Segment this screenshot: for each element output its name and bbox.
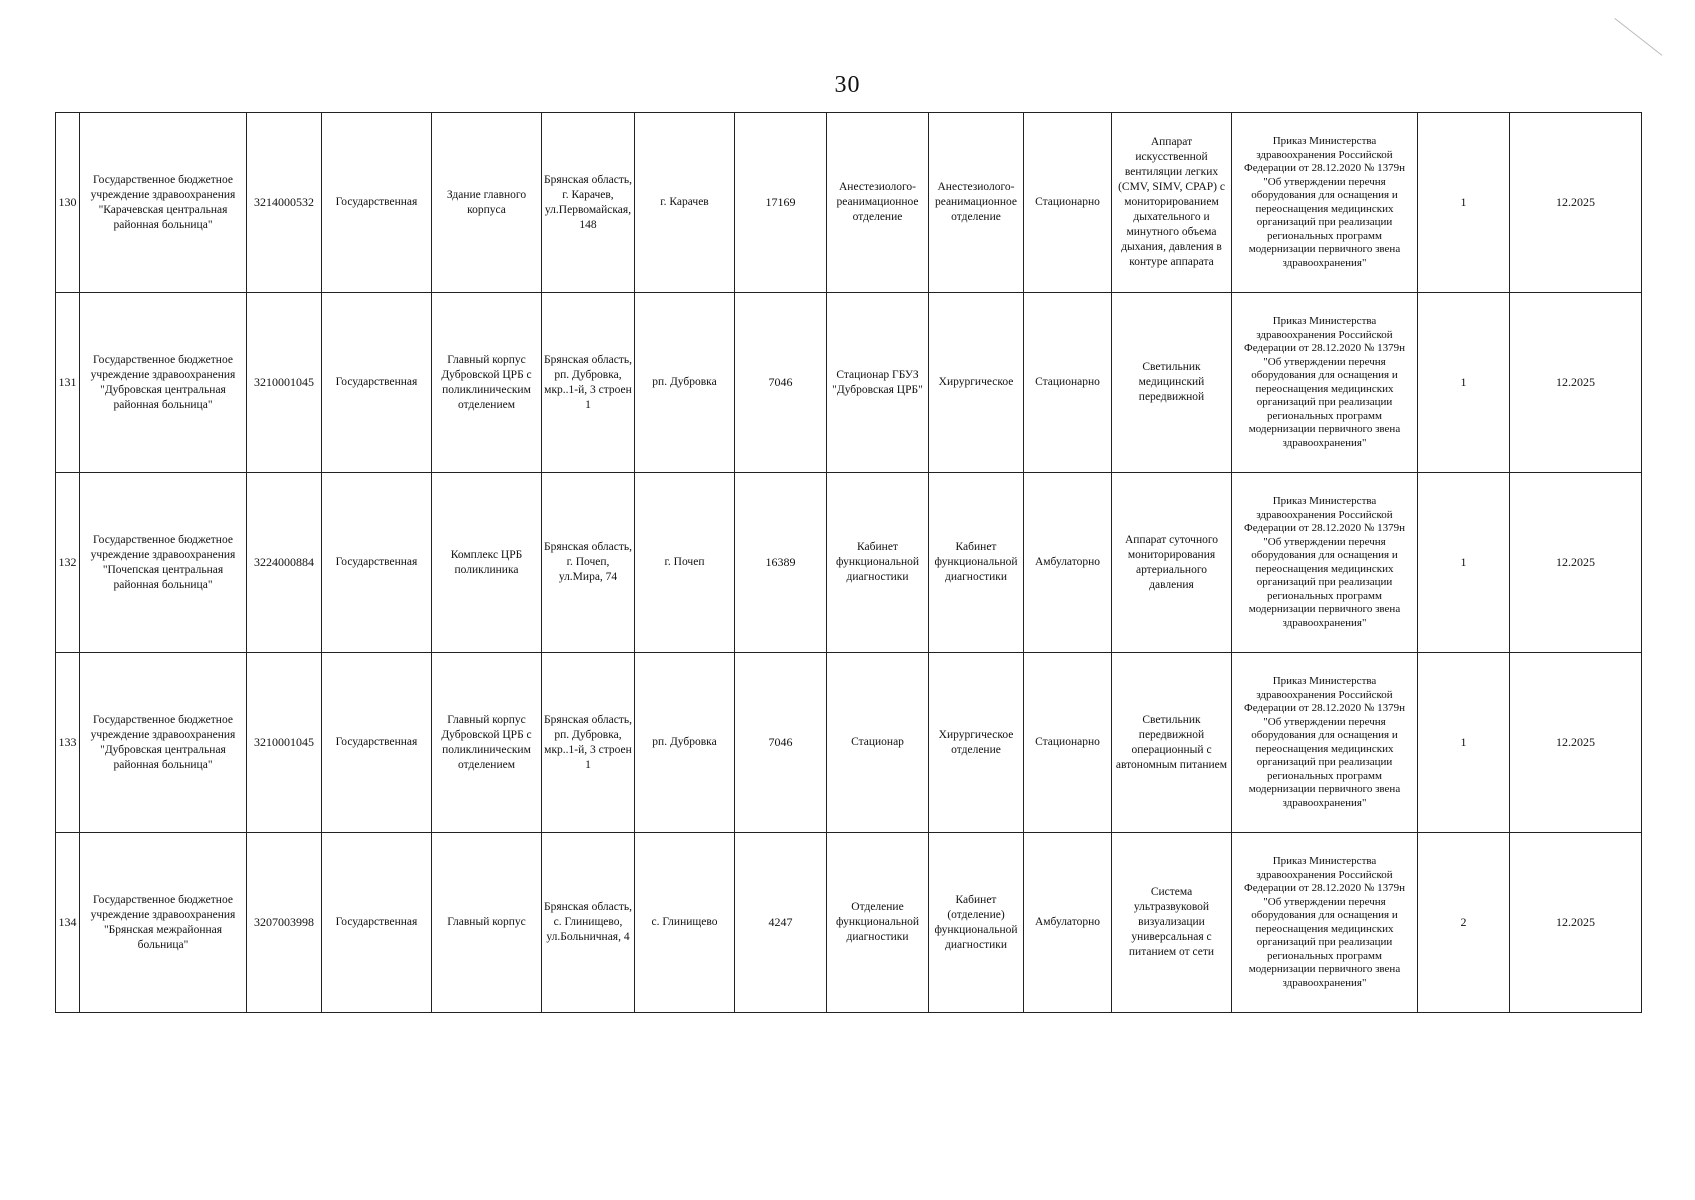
regulatory-order: Приказ Министерства здравоохранения Российской Федерации от 28.12.2020 № 1379н "Об утверждении перечня оборудования для оснащения и переоснащения медицинских организаций при реализации региональных программ модернизации первичного звена здравоохранения" <box>1232 293 1418 473</box>
inn: 3207003998 <box>247 833 322 1013</box>
institution-name: Государственное бюджетное учреждение здравоохранения "Дубровская центральная районная больница" <box>80 653 247 833</box>
locality: г. Карачев <box>635 113 735 293</box>
ownership-form: Государственная <box>322 473 432 653</box>
table-row <box>56 473 1642 653</box>
department: Анестезиолого-реанимационное отделение <box>929 113 1024 293</box>
row-number: 134 <box>56 833 80 1013</box>
deadline: 12.2025 <box>1510 833 1642 1013</box>
ownership-form: Государственная <box>322 293 432 473</box>
population: 7046 <box>735 653 827 833</box>
institution-name: Государственное бюджетное учреждение здравоохранения "Карачевская центральная районная больница" <box>80 113 247 293</box>
row-number: 131 <box>56 293 80 473</box>
equipment-name: Система ультразвуковой визуализации универсальная с питанием от сети <box>1112 833 1232 1013</box>
department: Кабинет (отделение) функциональной диагностики <box>929 833 1024 1013</box>
row-number: 130 <box>56 113 80 293</box>
population: 17169 <box>735 113 827 293</box>
deadline: 12.2025 <box>1510 113 1642 293</box>
equipment-name: Аппарат суточного мониторирования артериального давления <box>1112 473 1232 653</box>
table-row <box>56 833 1642 1013</box>
locality: рп. Дубровка <box>635 653 735 833</box>
quantity: 1 <box>1418 293 1510 473</box>
page-number: 30 <box>834 72 861 98</box>
table-row <box>56 293 1642 473</box>
ownership-form: Государственная <box>322 833 432 1013</box>
equipment-name: Светильник медицинский передвижной <box>1112 293 1232 473</box>
quantity: 1 <box>1418 113 1510 293</box>
address: Брянская область, рп. Дубровка, мкр..1-й, 3 строен 1 <box>542 293 635 473</box>
ownership-form: Государственная <box>322 653 432 833</box>
locality: г. Почеп <box>635 473 735 653</box>
inn: 3214000532 <box>247 113 322 293</box>
regulatory-order: Приказ Министерства здравоохранения Российской Федерации от 28.12.2020 № 1379н "Об утверждении перечня оборудования для оснащения и переоснащения медицинских организаций при реализации региональных программ модернизации первичного звена здравоохранения" <box>1232 113 1418 293</box>
care-type: Стационарно <box>1024 653 1112 833</box>
care-type: Стационарно <box>1024 293 1112 473</box>
department: Кабинет функциональной диагностики <box>929 473 1024 653</box>
building-name: Здание главного корпуса <box>432 113 542 293</box>
row-number: 132 <box>56 473 80 653</box>
equipment-name: Аппарат искусственной вентиляции легких (CMV, SIMV, CPAP) с мониторированием дыхательного и минутного объема дыхания, давления в контуре аппарата <box>1112 113 1232 293</box>
table-row <box>56 653 1642 833</box>
quantity: 1 <box>1418 653 1510 833</box>
building-name: Главный корпус Дубровской ЦРБ с поликлиническим отделением <box>432 653 542 833</box>
deadline: 12.2025 <box>1510 653 1642 833</box>
regulatory-order: Приказ Министерства здравоохранения Российской Федерации от 28.12.2020 № 1379н "Об утверждении перечня оборудования для оснащения и переоснащения медицинских организаций при реализации региональных программ модернизации первичного звена здравоохранения" <box>1232 653 1418 833</box>
table-row <box>56 113 1642 293</box>
address: Брянская область, г. Карачев, ул.Первомайская, 148 <box>542 113 635 293</box>
care-type: Амбулаторно <box>1024 473 1112 653</box>
locality: с. Глинищево <box>635 833 735 1013</box>
address: Брянская область, рп. Дубровка, мкр..1-й, 3 строен 1 <box>542 653 635 833</box>
quantity: 2 <box>1418 833 1510 1013</box>
locality: рп. Дубровка <box>635 293 735 473</box>
subdivision: Анестезиолого-реанимационное отделение <box>827 113 929 293</box>
equipment-registry-table <box>55 112 1642 1013</box>
institution-name: Государственное бюджетное учреждение здравоохранения "Почепская центральная районная больница" <box>80 473 247 653</box>
building-name: Главный корпус <box>432 833 542 1013</box>
department: Хирургическое <box>929 293 1024 473</box>
inn: 3210001045 <box>247 293 322 473</box>
address: Брянская область, с. Глинищево, ул.Больничная, 4 <box>542 833 635 1013</box>
subdivision: Стационар <box>827 653 929 833</box>
population: 4247 <box>735 833 827 1013</box>
population: 16389 <box>735 473 827 653</box>
institution-name: Государственное бюджетное учреждение здравоохранения "Брянская межрайонная больница" <box>80 833 247 1013</box>
regulatory-order: Приказ Министерства здравоохранения Российской Федерации от 28.12.2020 № 1379н "Об утверждении перечня оборудования для оснащения и переоснащения медицинских организаций при реализации региональных программ модернизации первичного звена здравоохранения" <box>1232 833 1418 1013</box>
care-type: Стационарно <box>1024 113 1112 293</box>
building-name: Комплекс ЦРБ поликлиника <box>432 473 542 653</box>
department: Хирургическое отделение <box>929 653 1024 833</box>
subdivision: Отделение функциональной диагностики <box>827 833 929 1013</box>
care-type: Амбулаторно <box>1024 833 1112 1013</box>
scan-mark <box>1614 18 1662 56</box>
row-number: 133 <box>56 653 80 833</box>
address: Брянская область, г. Почеп, ул.Мира, 74 <box>542 473 635 653</box>
inn: 3224000884 <box>247 473 322 653</box>
population: 7046 <box>735 293 827 473</box>
ownership-form: Государственная <box>322 113 432 293</box>
subdivision: Кабинет функциональной диагностики <box>827 473 929 653</box>
deadline: 12.2025 <box>1510 293 1642 473</box>
building-name: Главный корпус Дубровской ЦРБ с поликлиническим отделением <box>432 293 542 473</box>
quantity: 1 <box>1418 473 1510 653</box>
deadline: 12.2025 <box>1510 473 1642 653</box>
equipment-name: Светильник передвижной операционный с автономным питанием <box>1112 653 1232 833</box>
inn: 3210001045 <box>247 653 322 833</box>
subdivision: Стационар ГБУЗ "Дубровская ЦРБ" <box>827 293 929 473</box>
institution-name: Государственное бюджетное учреждение здравоохранения "Дубровская центральная районная больница" <box>80 293 247 473</box>
regulatory-order: Приказ Министерства здравоохранения Российской Федерации от 28.12.2020 № 1379н "Об утверждении перечня оборудования для оснащения и переоснащения медицинских организаций при реализации региональных программ модернизации первичного звена здравоохранения" <box>1232 473 1418 653</box>
